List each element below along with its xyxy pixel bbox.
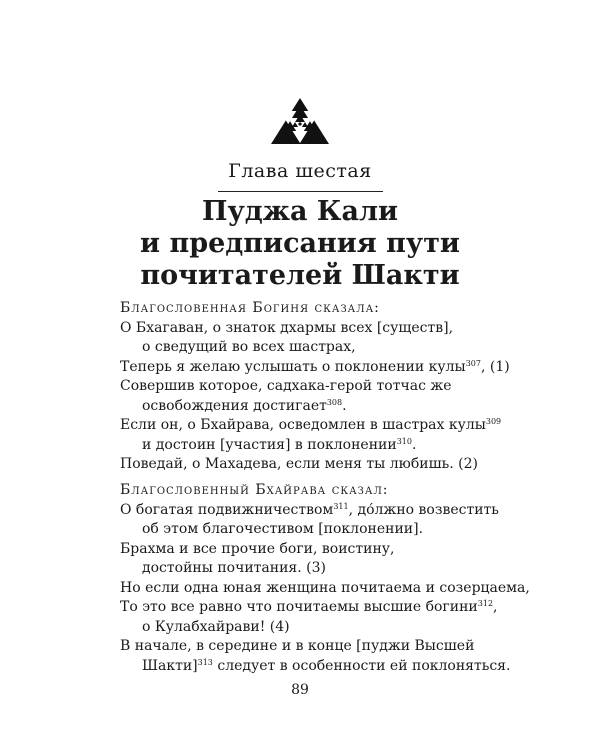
verse-line: В начале, в середине и в конце [пуджи Высшей bbox=[120, 638, 475, 654]
chapter-title bbox=[0, 196, 600, 292]
verse-line: Если он, о Бхайрава, осведомлен в шастрах кулы$^{309}$ bbox=[120, 417, 502, 433]
footnote-ref[interactable]: 312 bbox=[477, 599, 494, 608]
verse-line: и достоин [участия] в поклонении$^{310}$. bbox=[142, 436, 417, 453]
footnote-ref[interactable]: 313 bbox=[197, 657, 213, 667]
speaker-heading: Благословенная Богиня сказала: bbox=[120, 300, 380, 316]
verse-block-bhairava bbox=[120, 481, 530, 676]
verse-line: О Бхагаван, о знаток дхармы всех [существ], bbox=[120, 319, 454, 336]
footnote-ref[interactable]: 311 bbox=[333, 501, 349, 511]
verse-line: Поведай, о Махадева, если меня ты любишь. (2) bbox=[120, 456, 478, 472]
footnote-ref[interactable]: 310 bbox=[396, 436, 412, 446]
verse-line: Но если одна юная женщина почитаема и созерцаема, bbox=[120, 579, 530, 596]
verse-line: о сведущий во всех шастрах, bbox=[142, 339, 356, 355]
verse-line: об этом благочестивом [поклонении]. bbox=[142, 521, 424, 537]
verse-line: То это все равно что почитаемы высшие богини$^{312}$, bbox=[120, 599, 498, 615]
verse-line: достойны почитания. (3) bbox=[142, 560, 326, 576]
verse-line: Шакти]$^{313}$ следует в особенности ей поклоняться. bbox=[142, 657, 511, 674]
verse-line: освобождения достигает$^{308}$. bbox=[142, 397, 347, 414]
footnote-ref[interactable]: 307 bbox=[465, 358, 481, 368]
page-number: 89 bbox=[291, 682, 309, 698]
chapter-title-line: и предписания пути bbox=[140, 228, 460, 259]
verse-line: Совершив которое, садхака-герой тотчас же bbox=[120, 378, 452, 394]
verse-line: Теперь я желаю услышать о поклонении кулы$^{307}$, (1) bbox=[120, 358, 510, 375]
speaker-heading: Благословенный Бхайрава сказал: bbox=[120, 482, 389, 498]
chapter-title-line: почитателей Шакти bbox=[140, 260, 460, 291]
verse-line: О богатая подвижничеством$^{311}$, до́лжно возвестить bbox=[120, 501, 499, 518]
chapter-label: Глава шестая bbox=[228, 160, 372, 182]
chapter-title-line: Пуджа Кали bbox=[201, 196, 399, 227]
verse-line: о Кулабхайрави! (4) bbox=[142, 618, 290, 635]
sri-yantra-icon bbox=[270, 97, 330, 145]
footnote-ref[interactable]: 309 bbox=[485, 417, 502, 426]
verse-block-goddess bbox=[120, 299, 510, 475]
footnote-ref[interactable]: 308 bbox=[326, 397, 343, 407]
verse-line: Брахма и все прочие боги, воистину, bbox=[120, 540, 395, 557]
title-divider bbox=[218, 191, 383, 192]
